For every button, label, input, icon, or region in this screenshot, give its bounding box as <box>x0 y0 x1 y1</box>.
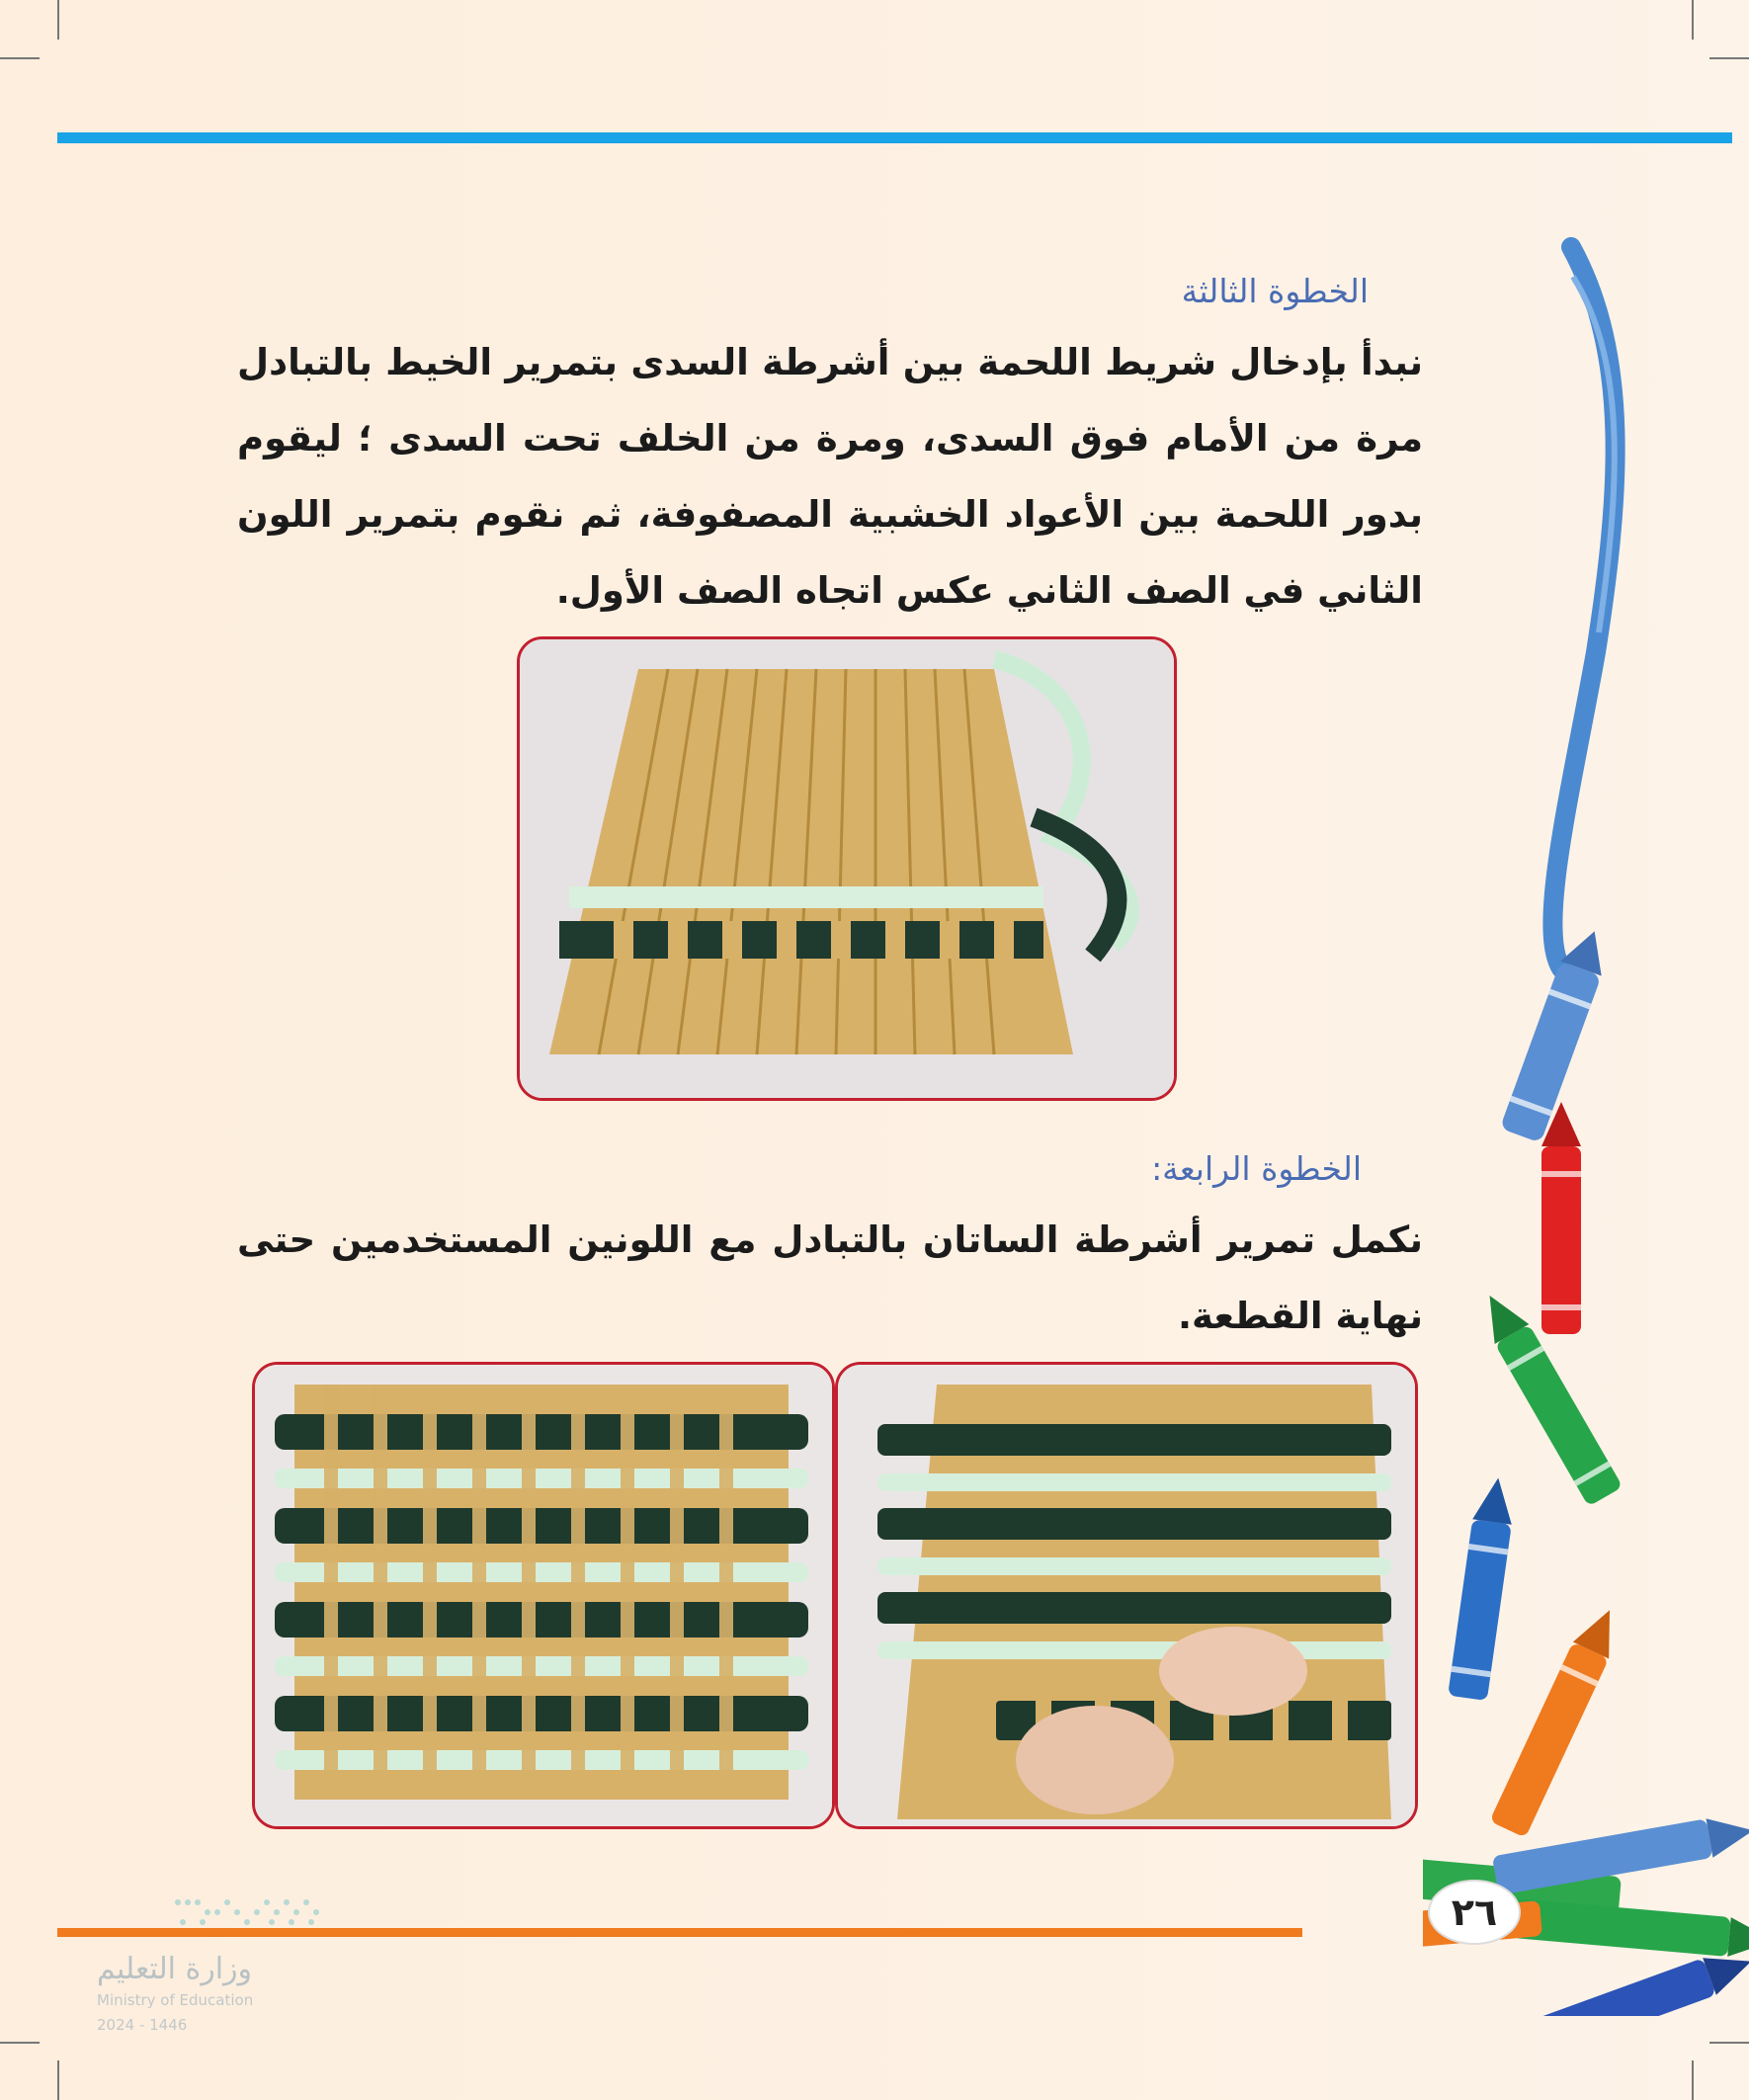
crop-mark <box>1692 0 1694 40</box>
ministry-year: 2024 - 1446 <box>97 2016 188 2034</box>
crop-mark <box>57 2060 59 2100</box>
weaving-photo-first-row <box>517 636 1177 1101</box>
ministry-name-arabic: وزارة التعليم <box>97 1952 253 1986</box>
step3-heading: الخطوة الثالثة <box>1181 272 1369 310</box>
step4-paragraph: نكمل تمرير أشرطة الساتان بالتبادل مع اللونين المستخدمين حتى نهاية القطعة. <box>237 1218 1423 1337</box>
step3-paragraph: نبدأ بإدخال شريط اللحمة بين أشرطة السدى بتمرير الخيط بالتبادل مرة من الأمام فوق السدى، ومرة من الخلف تحت السدى ؛ ليقوم بدور اللحمة بين الأعواد الخشبية المصفوفة، ثم نقوم بتمرير اللون الثاني في الصف الثاني عكس اتجاه الصف الأول. <box>237 341 1423 612</box>
crop-mark <box>1692 2060 1694 2100</box>
orange-crayon-icon <box>1489 1602 1627 1838</box>
page-number: ٢٦ <box>1428 1880 1521 1945</box>
weaving-photo-completed <box>252 1362 835 1829</box>
ministry-name-english: Ministry of Education <box>97 1991 254 2009</box>
step4-heading: الخطوة الرابعة: <box>1151 1149 1362 1188</box>
top-rule <box>57 132 1732 143</box>
crop-mark <box>57 0 59 40</box>
blue-crayon-icon <box>1448 1475 1518 1701</box>
red-crayon-icon <box>1541 1102 1581 1334</box>
weaving-photo-hands <box>835 1362 1418 1829</box>
green-crayon-icon <box>1511 1898 1749 1961</box>
crop-mark <box>1709 2042 1749 2044</box>
crop-mark <box>0 57 40 59</box>
crop-mark <box>0 2042 40 2044</box>
crop-mark <box>1709 57 1749 59</box>
ministry-logo-icon <box>168 1892 326 1932</box>
crayons-decoration <box>1423 237 1749 2016</box>
